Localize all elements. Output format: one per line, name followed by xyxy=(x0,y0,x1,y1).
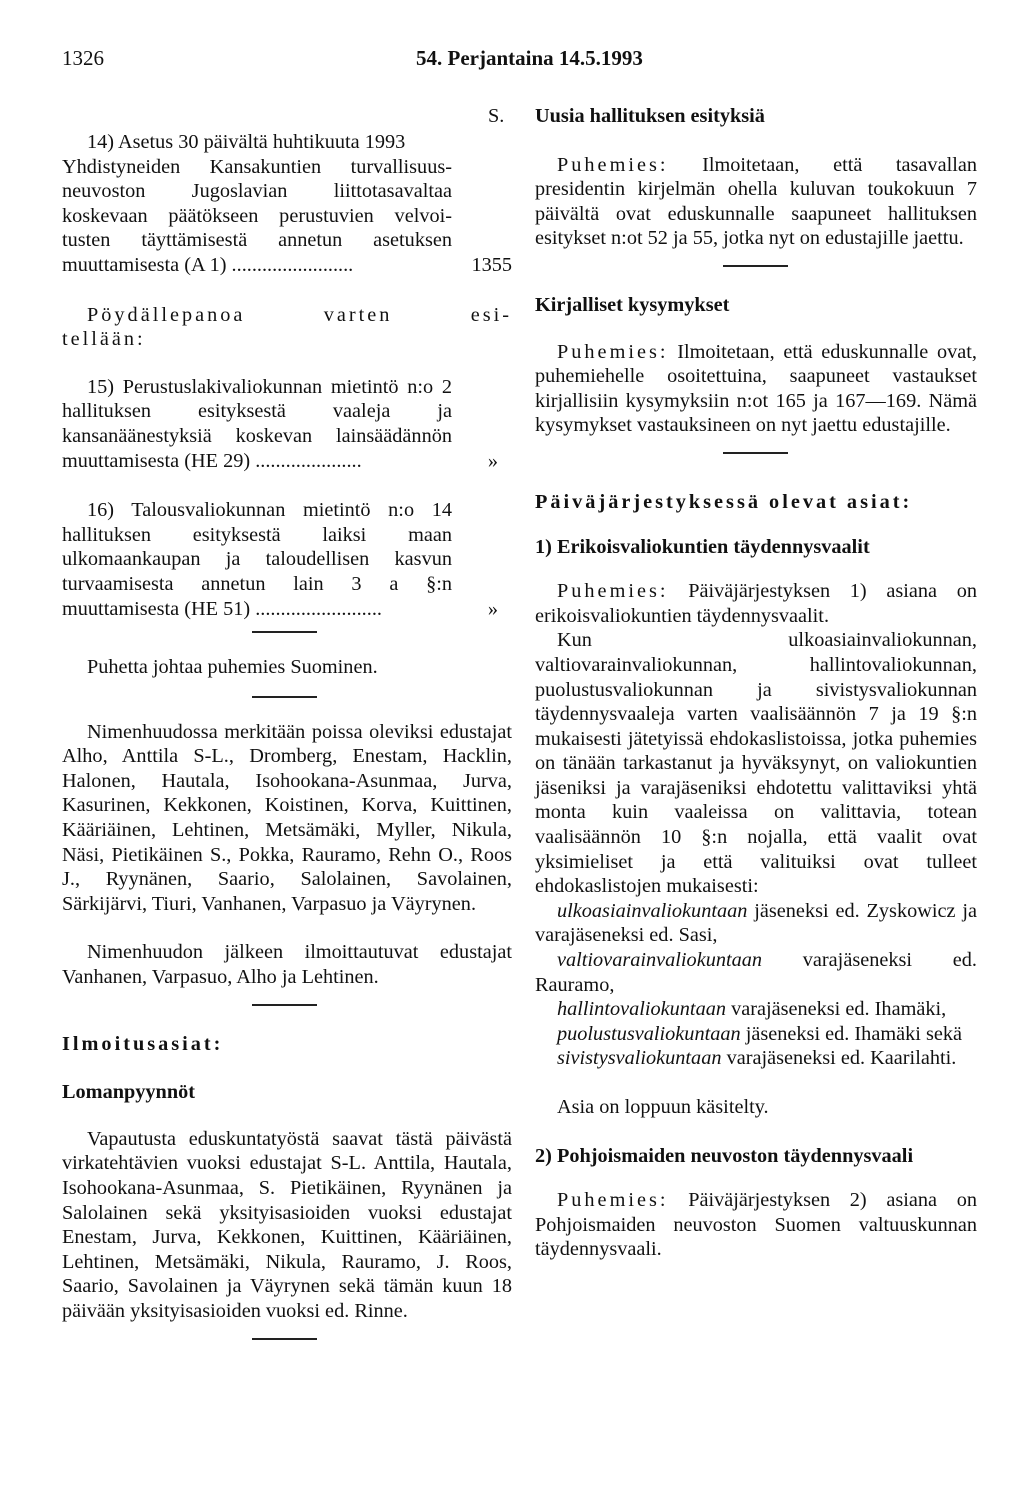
committee-name: sivistysvaliokuntaan xyxy=(557,1047,722,1070)
section-divider xyxy=(723,452,788,454)
section-divider xyxy=(252,631,317,633)
entry-14-line: 14) Asetus 30 päivältä huhtikuuta 1993 xyxy=(87,131,406,153)
entry-14-line: muuttamisesta (A 1) ........................ xyxy=(62,253,354,276)
agenda-entry-14 xyxy=(62,130,512,278)
new-bills-text: Ilmoitetaan, että tasavallan presidentin kirjelmän ohella kuluvan toukokuun 7 päivältä ovat eduskunnalle saapuneet hallituksen esitykset n:ot 52 ja 55, jotka nyt on edustajille jaettu. xyxy=(535,153,977,250)
committee-name: puolustusvaliokuntaan xyxy=(557,1022,741,1045)
election-result xyxy=(535,997,977,1022)
election-text: varajäseneksi ed. Kaarilahti. xyxy=(726,1047,957,1070)
speaker-label: Puhemies: xyxy=(557,1189,669,1212)
election-result xyxy=(535,1046,977,1071)
ditto-mark: » xyxy=(487,449,498,472)
agenda-entry-16 xyxy=(62,498,512,621)
committee-name: valtiovarainvaliokuntaan xyxy=(557,949,763,972)
new-bills-heading: Uusia hallituksen esityksiä xyxy=(535,105,765,127)
written-questions-text: Ilmoitetaan, että eduskunnalle ovat, puhemiehelle osoitettuina, saapuneet vastaukset kirjallisiin kysymyksiin n:ot 165 ja 167—169. Nämä kysymykset vastauksineen on nyt jaettu edustajille. xyxy=(535,340,977,437)
committee-name: ulkoasiainvaliokuntaan xyxy=(557,899,748,922)
written-questions-heading: Kirjalliset kysymykset xyxy=(535,293,730,316)
item-1-body: Kun ulkoasiainvaliokunnan, valtiovarainvaliokunnan, hallintovaliokunnan, puolustusvaliokunnan ja sivistysvaliokunnan täydennysvaaleja varten vaalisäännön 7 ja 19 §:n mukaisesti jätetyissä ehdokaslistoissa, jotka puhemies on tänään tarkastanut ja hyväksynyt, on valiokuntien jäseniksi ja varajäseniksi ehdotettu valittaviksi yhtä monta kuin vaaleissa on valittavia, totean vaalisäännön 10 §:n nojalla, että vaalit ovat yksimieliset ja että valituiksi ovat tulleet ehdokaslistojen mukaisesti: xyxy=(535,629,977,898)
election-text: varajäseneksi ed. Ihamäki, xyxy=(731,998,947,1021)
tabled-intro-line: Pöydällepanoa varten esi- xyxy=(87,303,512,326)
left-column xyxy=(62,104,512,1340)
new-bills-paragraph xyxy=(535,153,977,251)
entry-16-text: 16) Talousvaliokunnan mietintö n:o 14 hallituksen esityksestä laiksi maan ulkomaankaupan ja taloudellisen kasvun turvaamisesta annetun lain 3 a §:n muuttamisesta (HE 51) ......................... xyxy=(62,499,452,620)
item-2-text: Päiväjärjestyksen 2) asiana on Pohjoismaiden neuvoston Suomen valtuuskunnan täydennysvaali. xyxy=(535,1189,977,1261)
item-1-heading: 1) Erikoisvaliokuntien täydennysvaalit xyxy=(535,535,870,558)
leave-requests-text: Vapautusta eduskuntatyöstä saavat tästä päivästä virkatehtävien vuoksi edustajat S-L. Anttila, Hautala, Isohookana-Asunmaa, S. Pietikäinen, Ryynänen ja Salolainen sekä yksityisasioiden vuoksi edustajat Enestam, Jurva, Kekkonen, Kuittinen, Kääriäinen, Lehtinen, Metsämäki, Nikula, Rauramo, J. Roos, Saario, Savolainen ja Väyrynen sekä tämän kuun 18 päivään yksityisasioiden vuoksi ed. Rinne. xyxy=(62,1127,512,1322)
election-text: jäseneksi ed. Zyskowicz ja varajäseneksi ed. Sasi, xyxy=(535,899,977,947)
new-bills-section xyxy=(488,104,977,129)
speaker-label: Puhemies: xyxy=(557,153,669,176)
section-divider xyxy=(723,265,788,267)
item-1-intro-text: Päiväjärjestyksen 1) asiana on erikoisvaliokuntien täydennysvaalit. xyxy=(535,580,977,627)
entry-14-line: neuvoston Jugoslavian liittotasavaltaa xyxy=(62,180,452,203)
announcements-heading: Ilmoitusasiat: xyxy=(62,1032,224,1055)
tabled-intro xyxy=(62,303,512,352)
page-column-marker: S. xyxy=(488,105,505,127)
chair-note: Puhetta johtaa puhemies Suominen. xyxy=(87,656,378,679)
election-result xyxy=(535,1022,977,1047)
roll-call-late: Nimenhuudon jälkeen ilmoittautuvat edustajat Vanhanen, Varpasuo, Alho ja Lehtinen. xyxy=(62,941,512,989)
item-1-intro xyxy=(535,579,977,628)
page-reference: 1355 xyxy=(471,253,512,276)
running-title: 54. Perjantaina 14.5.1993 xyxy=(416,46,643,70)
entry-14-line: Yhdistyneiden Kansakuntien turvallisuus- xyxy=(62,155,452,178)
election-text: varajäseneksi ed. Rauramo, xyxy=(535,949,977,996)
page-number: 1326 xyxy=(62,46,104,70)
speaker-label: Puhemies: xyxy=(557,580,669,603)
election-text: jäseneksi ed. Ihamäki sekä xyxy=(745,1022,962,1045)
entry-15-text: 15) Perustuslakivaliokunnan mietintö n:o 2 hallituksen esityksestä vaaleja ja kansanäänestyksiä koskevan lainsäädännön muuttamisesta (HE 29) ..................... xyxy=(62,375,452,472)
section-divider xyxy=(252,1004,317,1006)
section-divider xyxy=(252,1338,317,1340)
ditto-mark: » xyxy=(487,597,498,620)
committee-name: hallintovaliokuntaan xyxy=(557,998,726,1021)
agenda-entry-15 xyxy=(62,375,512,473)
tabled-intro-line: tellään: xyxy=(62,328,146,351)
entry-14-line: koskevaan päätökseen perustuvien velvoi- xyxy=(62,204,452,227)
election-result xyxy=(535,948,977,997)
speaker-label: Puhemies: xyxy=(557,340,669,363)
written-questions-paragraph xyxy=(535,340,977,438)
leave-requests-heading: Lomanpyynnöt xyxy=(62,1081,195,1104)
roll-call-absent: Nimenhuudossa merkitään poissa oleviksi edustajat Alho, Anttila S-L., Dromberg, Enestam, Hacklin, Halonen, Hautala, Isohookana-Asunmaa, Jurva, Kasurinen, Kekkonen, Koistinen, Korva, Kuittinen, Kääriäinen, Lehtinen, Metsämäki, Myller, Nikula, Näsi, Pietikäinen S., Pokka, Rauramo, Rehn O., Roos J., Ryynänen, Saario, Salolainen, Savolainen, Särkijärvi, Tiuri, Vanhanen, Varpasuo ja Väyrynen. xyxy=(62,720,512,915)
election-result xyxy=(535,899,977,948)
item-1-closing: Asia on loppuun käsitelty. xyxy=(557,1096,769,1118)
page-header xyxy=(62,46,974,76)
item-2-paragraph xyxy=(535,1188,977,1262)
item-2-heading: 2) Pohjoismaiden neuvoston täydennysvaali xyxy=(535,1144,914,1167)
agenda-heading: Päiväjärjestyksessä olevat asiat: xyxy=(535,490,913,513)
section-divider xyxy=(252,696,317,698)
entry-14-line: tusten täyttämisestä annetun asetuksen xyxy=(62,229,452,252)
